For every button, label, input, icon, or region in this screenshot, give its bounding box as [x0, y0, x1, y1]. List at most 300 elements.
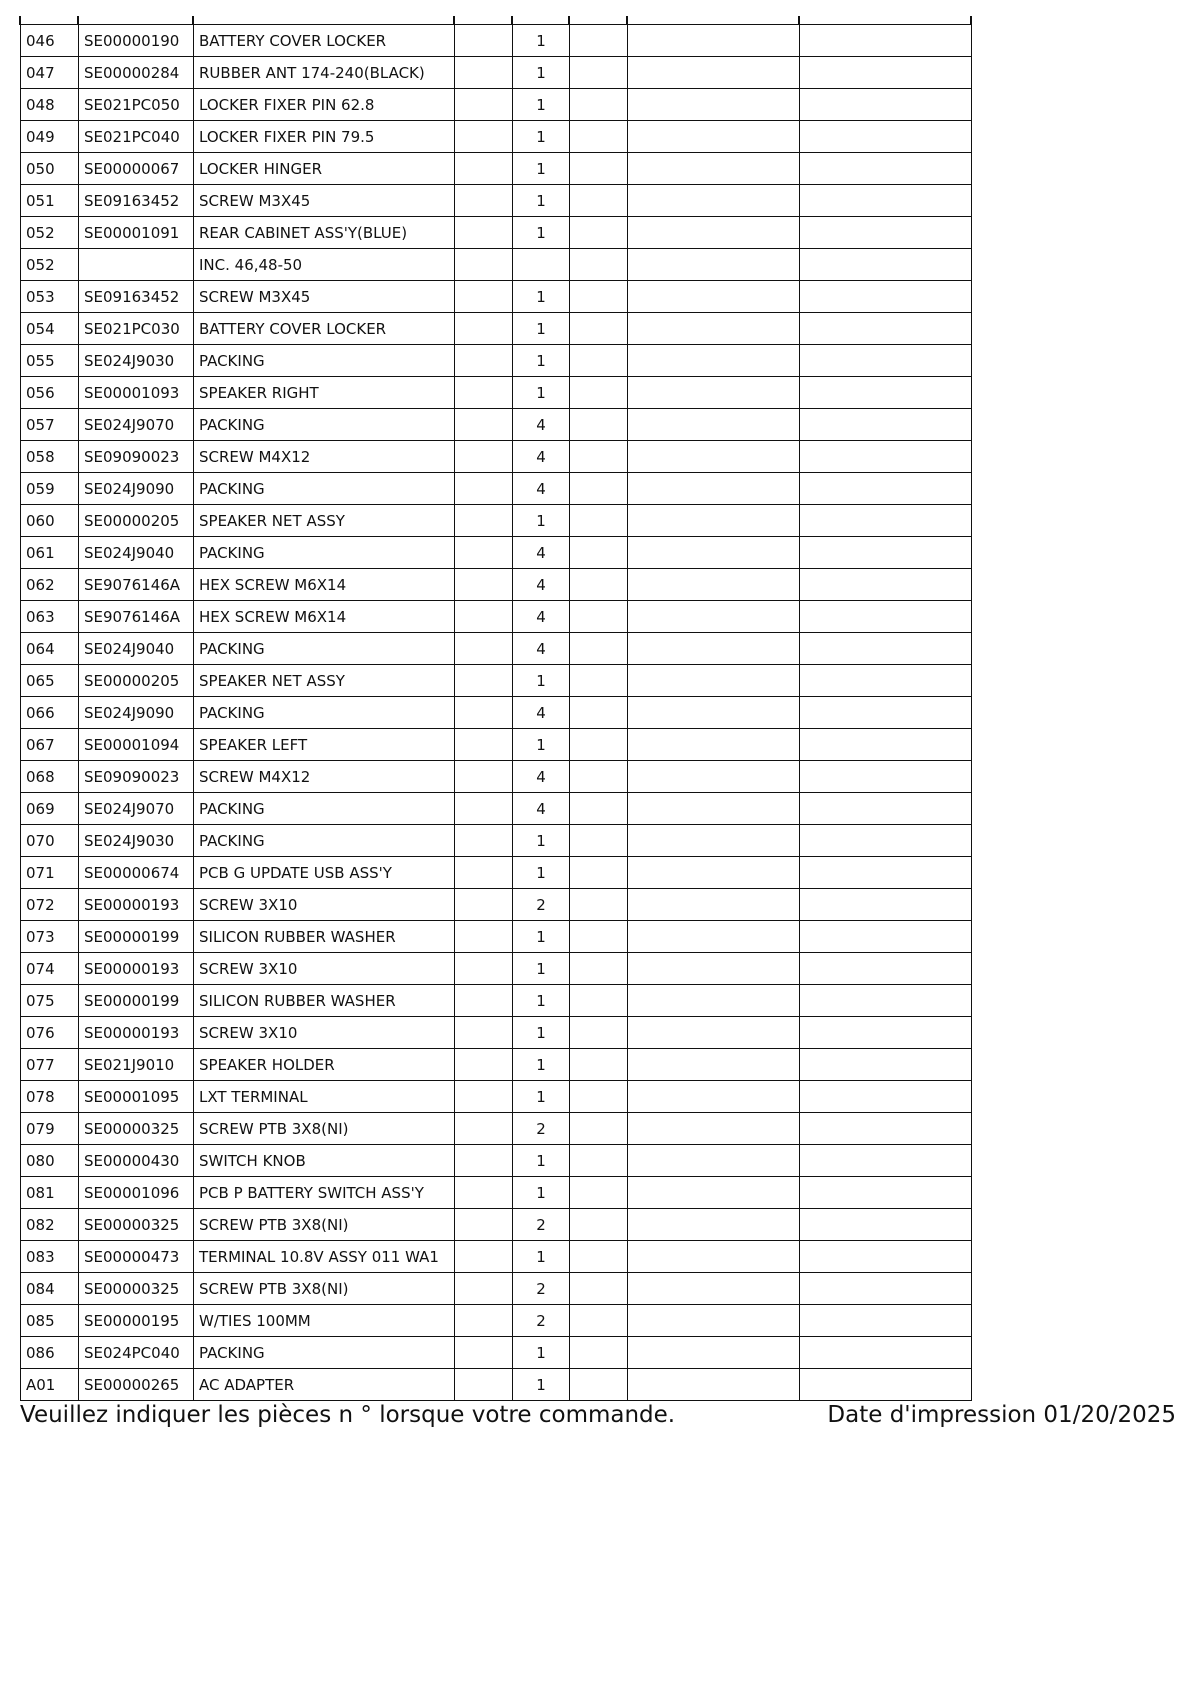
empty-cell: [570, 729, 628, 761]
quantity-cell: [513, 249, 570, 281]
empty-cell: [455, 1145, 513, 1177]
item-number-cell: 073: [21, 921, 79, 953]
quantity-cell: 2: [513, 1273, 570, 1305]
part-number-cell: SE021PC030: [79, 313, 194, 345]
empty-cell: [628, 1177, 800, 1209]
empty-cell: [455, 633, 513, 665]
empty-cell: [455, 153, 513, 185]
empty-cell: [628, 377, 800, 409]
part-number-cell: SE00000473: [79, 1241, 194, 1273]
empty-cell: [800, 345, 972, 377]
item-number-cell: 064: [21, 633, 79, 665]
parts-list-table: [20, 24, 972, 1401]
empty-cell: [570, 537, 628, 569]
empty-cell: [800, 1113, 972, 1145]
item-number-cell: 061: [21, 537, 79, 569]
empty-cell: [628, 217, 800, 249]
table-row: [21, 249, 972, 281]
table-row: [21, 665, 972, 697]
empty-cell: [628, 281, 800, 313]
empty-cell: [570, 601, 628, 633]
quantity-cell: 1: [513, 985, 570, 1017]
empty-cell: [800, 1241, 972, 1273]
quantity-cell: 2: [513, 889, 570, 921]
table-row: [21, 1049, 972, 1081]
part-number-cell: SE024PC040: [79, 1337, 194, 1369]
table-row: [21, 537, 972, 569]
empty-cell: [570, 377, 628, 409]
empty-cell: [455, 537, 513, 569]
part-number-cell: SE00000205: [79, 665, 194, 697]
empty-cell: [628, 1081, 800, 1113]
table-row: [21, 409, 972, 441]
empty-cell: [570, 985, 628, 1017]
table-row: [21, 217, 972, 249]
part-number-cell: SE9076146A: [79, 601, 194, 633]
empty-cell: [628, 505, 800, 537]
empty-cell: [800, 1305, 972, 1337]
empty-cell: [628, 633, 800, 665]
part-number-cell: SE00000195: [79, 1305, 194, 1337]
part-number-cell: SE024J9070: [79, 409, 194, 441]
empty-cell: [570, 1209, 628, 1241]
empty-cell: [628, 121, 800, 153]
empty-cell: [455, 217, 513, 249]
order-instruction-note: Veuillez indiquer les pièces n ° lorsque votre commande.: [20, 1402, 676, 1428]
table-row: [21, 601, 972, 633]
empty-cell: [800, 89, 972, 121]
empty-cell: [800, 1369, 972, 1401]
table-row: [21, 1273, 972, 1305]
description-cell: PACKING: [194, 825, 455, 857]
empty-cell: [628, 889, 800, 921]
empty-cell: [570, 665, 628, 697]
description-cell: SWITCH KNOB: [194, 1145, 455, 1177]
description-cell: PACKING: [194, 473, 455, 505]
empty-cell: [628, 1017, 800, 1049]
item-number-cell: 068: [21, 761, 79, 793]
table-row: [21, 857, 972, 889]
empty-cell: [455, 697, 513, 729]
empty-cell: [628, 25, 800, 57]
empty-cell: [628, 601, 800, 633]
item-number-cell: 069: [21, 793, 79, 825]
description-cell: SPEAKER RIGHT: [194, 377, 455, 409]
empty-cell: [628, 473, 800, 505]
empty-cell: [570, 281, 628, 313]
part-number-cell: SE00000205: [79, 505, 194, 537]
quantity-cell: 1: [513, 313, 570, 345]
empty-cell: [570, 153, 628, 185]
part-number-cell: SE024J9040: [79, 537, 194, 569]
empty-cell: [570, 1017, 628, 1049]
item-number-cell: 084: [21, 1273, 79, 1305]
empty-cell: [800, 1273, 972, 1305]
empty-cell: [455, 1369, 513, 1401]
quantity-cell: 4: [513, 793, 570, 825]
table-row: [21, 569, 972, 601]
table-row: [21, 1337, 972, 1369]
part-number-cell: SE024J9070: [79, 793, 194, 825]
description-cell: REAR CABINET ASS'Y(BLUE): [194, 217, 455, 249]
table-row: [21, 313, 972, 345]
table-row: [21, 473, 972, 505]
empty-cell: [455, 921, 513, 953]
part-number-cell: SE024J9030: [79, 345, 194, 377]
description-cell: SCREW M3X45: [194, 185, 455, 217]
description-cell: PACKING: [194, 409, 455, 441]
quantity-cell: 1: [513, 665, 570, 697]
empty-cell: [570, 921, 628, 953]
empty-cell: [570, 633, 628, 665]
empty-cell: [628, 921, 800, 953]
empty-cell: [628, 857, 800, 889]
description-cell: W/TIES 100MM: [194, 1305, 455, 1337]
empty-cell: [800, 921, 972, 953]
table-row: [21, 729, 972, 761]
empty-cell: [570, 1273, 628, 1305]
item-number-cell: 083: [21, 1241, 79, 1273]
part-number-cell: SE09163452: [79, 185, 194, 217]
description-cell: BATTERY COVER LOCKER: [194, 313, 455, 345]
table-row: [21, 281, 972, 313]
empty-cell: [455, 1209, 513, 1241]
empty-cell: [800, 1337, 972, 1369]
item-number-cell: 086: [21, 1337, 79, 1369]
quantity-cell: 4: [513, 601, 570, 633]
empty-cell: [800, 25, 972, 57]
description-cell: HEX SCREW M6X14: [194, 601, 455, 633]
empty-cell: [455, 1337, 513, 1369]
item-number-cell: 067: [21, 729, 79, 761]
quantity-cell: 1: [513, 121, 570, 153]
empty-cell: [455, 473, 513, 505]
empty-cell: [800, 1177, 972, 1209]
empty-cell: [570, 345, 628, 377]
empty-cell: [455, 313, 513, 345]
empty-cell: [455, 1241, 513, 1273]
description-cell: SILICON RUBBER WASHER: [194, 985, 455, 1017]
table-row: [21, 793, 972, 825]
empty-cell: [455, 793, 513, 825]
description-cell: LOCKER HINGER: [194, 153, 455, 185]
empty-cell: [455, 1177, 513, 1209]
description-cell: PACKING: [194, 697, 455, 729]
table-row: [21, 1113, 972, 1145]
part-number-cell: SE00001095: [79, 1081, 194, 1113]
empty-cell: [455, 505, 513, 537]
table-row: [21, 153, 972, 185]
empty-cell: [800, 185, 972, 217]
part-number-cell: SE00000190: [79, 25, 194, 57]
part-number-cell: SE00000193: [79, 953, 194, 985]
empty-cell: [628, 569, 800, 601]
empty-cell: [628, 249, 800, 281]
table-row: [21, 377, 972, 409]
quantity-cell: 1: [513, 1049, 570, 1081]
empty-cell: [570, 121, 628, 153]
empty-cell: [455, 601, 513, 633]
empty-cell: [455, 89, 513, 121]
table-row: [21, 1081, 972, 1113]
description-cell: PACKING: [194, 345, 455, 377]
description-cell: SCREW PTB 3X8(NI): [194, 1209, 455, 1241]
quantity-cell: 1: [513, 217, 570, 249]
empty-cell: [628, 985, 800, 1017]
item-number-cell: 053: [21, 281, 79, 313]
item-number-cell: 056: [21, 377, 79, 409]
empty-cell: [455, 1017, 513, 1049]
empty-cell: [800, 569, 972, 601]
part-number-cell: SE024J9040: [79, 633, 194, 665]
empty-cell: [800, 409, 972, 441]
quantity-cell: 1: [513, 281, 570, 313]
empty-cell: [800, 313, 972, 345]
description-cell: TERMINAL 10.8V ASSY 011 WA1: [194, 1241, 455, 1273]
empty-cell: [628, 89, 800, 121]
item-number-cell: 062: [21, 569, 79, 601]
empty-cell: [628, 1049, 800, 1081]
quantity-cell: 4: [513, 473, 570, 505]
description-cell: SPEAKER NET ASSY: [194, 665, 455, 697]
description-cell: PACKING: [194, 1337, 455, 1369]
quantity-cell: 1: [513, 921, 570, 953]
description-cell: PCB P BATTERY SWITCH ASS'Y: [194, 1177, 455, 1209]
empty-cell: [570, 1081, 628, 1113]
empty-cell: [800, 441, 972, 473]
empty-cell: [628, 1337, 800, 1369]
item-number-cell: 070: [21, 825, 79, 857]
table-row: [21, 121, 972, 153]
empty-cell: [570, 25, 628, 57]
item-number-cell: 052: [21, 217, 79, 249]
empty-cell: [628, 345, 800, 377]
empty-cell: [800, 729, 972, 761]
table-row: [21, 89, 972, 121]
table-row: [21, 761, 972, 793]
quantity-cell: 4: [513, 441, 570, 473]
table-row: [21, 1177, 972, 1209]
description-cell: INC. 46,48-50: [194, 249, 455, 281]
empty-cell: [628, 1209, 800, 1241]
description-cell: LOCKER FIXER PIN 79.5: [194, 121, 455, 153]
table-row: [21, 1145, 972, 1177]
part-number-cell: SE00000325: [79, 1273, 194, 1305]
empty-cell: [628, 793, 800, 825]
empty-cell: [455, 25, 513, 57]
empty-cell: [628, 665, 800, 697]
empty-cell: [800, 857, 972, 889]
description-cell: SCREW PTB 3X8(NI): [194, 1273, 455, 1305]
description-cell: RUBBER ANT 174-240(BLACK): [194, 57, 455, 89]
empty-cell: [570, 505, 628, 537]
empty-cell: [570, 697, 628, 729]
empty-cell: [455, 57, 513, 89]
description-cell: HEX SCREW M6X14: [194, 569, 455, 601]
part-number-cell: SE00001096: [79, 1177, 194, 1209]
empty-cell: [455, 121, 513, 153]
item-number-cell: 057: [21, 409, 79, 441]
empty-cell: [455, 825, 513, 857]
item-number-cell: 080: [21, 1145, 79, 1177]
empty-cell: [800, 281, 972, 313]
table-row: [21, 921, 972, 953]
empty-cell: [628, 57, 800, 89]
quantity-cell: 4: [513, 409, 570, 441]
quantity-cell: 1: [513, 1177, 570, 1209]
empty-cell: [628, 1305, 800, 1337]
empty-cell: [570, 249, 628, 281]
table-row: [21, 825, 972, 857]
empty-cell: [570, 313, 628, 345]
quantity-cell: 1: [513, 729, 570, 761]
empty-cell: [455, 281, 513, 313]
description-cell: LOCKER FIXER PIN 62.8: [194, 89, 455, 121]
empty-cell: [455, 409, 513, 441]
print-date: Date d'impression 01/20/2025: [827, 1402, 1176, 1428]
item-number-cell: 051: [21, 185, 79, 217]
empty-cell: [455, 185, 513, 217]
description-cell: PACKING: [194, 537, 455, 569]
empty-cell: [570, 1305, 628, 1337]
item-number-cell: 082: [21, 1209, 79, 1241]
empty-cell: [570, 857, 628, 889]
table-row: [21, 889, 972, 921]
item-number-cell: 059: [21, 473, 79, 505]
empty-cell: [800, 377, 972, 409]
table-row: [21, 185, 972, 217]
empty-cell: [800, 473, 972, 505]
quantity-cell: 4: [513, 633, 570, 665]
empty-cell: [800, 217, 972, 249]
table-row: [21, 985, 972, 1017]
table-row: [21, 1209, 972, 1241]
part-number-cell: SE024J9090: [79, 697, 194, 729]
item-number-cell: 050: [21, 153, 79, 185]
part-number-cell: SE00000199: [79, 921, 194, 953]
item-number-cell: 085: [21, 1305, 79, 1337]
description-cell: SPEAKER NET ASSY: [194, 505, 455, 537]
empty-cell: [628, 185, 800, 217]
quantity-cell: 1: [513, 1017, 570, 1049]
empty-cell: [628, 761, 800, 793]
part-number-cell: SE021PC040: [79, 121, 194, 153]
empty-cell: [628, 953, 800, 985]
part-number-cell: SE00000325: [79, 1209, 194, 1241]
empty-cell: [628, 825, 800, 857]
empty-cell: [455, 761, 513, 793]
quantity-cell: 2: [513, 1113, 570, 1145]
part-number-cell: SE09090023: [79, 761, 194, 793]
empty-cell: [455, 985, 513, 1017]
item-number-cell: 072: [21, 889, 79, 921]
part-number-cell: SE09163452: [79, 281, 194, 313]
empty-cell: [455, 953, 513, 985]
empty-cell: [455, 1081, 513, 1113]
table-row: [21, 57, 972, 89]
description-cell: SCREW 3X10: [194, 953, 455, 985]
empty-cell: [455, 345, 513, 377]
empty-cell: [455, 1273, 513, 1305]
quantity-cell: 1: [513, 857, 570, 889]
part-number-cell: SE00000674: [79, 857, 194, 889]
quantity-cell: 1: [513, 1145, 570, 1177]
part-number-cell: SE09090023: [79, 441, 194, 473]
part-number-cell: SE00000325: [79, 1113, 194, 1145]
empty-cell: [800, 249, 972, 281]
empty-cell: [570, 1241, 628, 1273]
description-cell: SCREW M3X45: [194, 281, 455, 313]
empty-cell: [570, 409, 628, 441]
item-number-cell: 065: [21, 665, 79, 697]
table-row: [21, 1369, 972, 1401]
item-number-cell: 077: [21, 1049, 79, 1081]
quantity-cell: 2: [513, 1305, 570, 1337]
description-cell: SCREW 3X10: [194, 889, 455, 921]
description-cell: SCREW PTB 3X8(NI): [194, 1113, 455, 1145]
part-number-cell: SE00000284: [79, 57, 194, 89]
empty-cell: [800, 825, 972, 857]
description-cell: SCREW 3X10: [194, 1017, 455, 1049]
part-number-cell: SE00000193: [79, 1017, 194, 1049]
empty-cell: [800, 601, 972, 633]
empty-cell: [628, 1273, 800, 1305]
quantity-cell: 1: [513, 185, 570, 217]
quantity-cell: 1: [513, 25, 570, 57]
empty-cell: [570, 89, 628, 121]
empty-cell: [628, 729, 800, 761]
item-number-cell: 079: [21, 1113, 79, 1145]
empty-cell: [800, 761, 972, 793]
part-number-cell: SE00000430: [79, 1145, 194, 1177]
item-number-cell: 074: [21, 953, 79, 985]
empty-cell: [455, 377, 513, 409]
part-number-cell: SE00001093: [79, 377, 194, 409]
table-row: [21, 345, 972, 377]
item-number-cell: 052: [21, 249, 79, 281]
empty-cell: [628, 537, 800, 569]
empty-cell: [455, 665, 513, 697]
quantity-cell: 4: [513, 569, 570, 601]
empty-cell: [570, 825, 628, 857]
description-cell: BATTERY COVER LOCKER: [194, 25, 455, 57]
description-cell: SPEAKER HOLDER: [194, 1049, 455, 1081]
quantity-cell: 1: [513, 1337, 570, 1369]
item-number-cell: 060: [21, 505, 79, 537]
part-number-cell: [79, 249, 194, 281]
quantity-cell: 2: [513, 1209, 570, 1241]
empty-cell: [570, 57, 628, 89]
empty-cell: [455, 249, 513, 281]
quantity-cell: 4: [513, 697, 570, 729]
description-cell: SCREW M4X12: [194, 441, 455, 473]
quantity-cell: 4: [513, 537, 570, 569]
empty-cell: [455, 1305, 513, 1337]
description-cell: AC ADAPTER: [194, 1369, 455, 1401]
item-number-cell: 063: [21, 601, 79, 633]
table-row: [21, 441, 972, 473]
item-number-cell: 071: [21, 857, 79, 889]
empty-cell: [800, 793, 972, 825]
empty-cell: [800, 505, 972, 537]
empty-cell: [628, 1241, 800, 1273]
empty-cell: [570, 185, 628, 217]
empty-cell: [800, 1145, 972, 1177]
empty-cell: [570, 889, 628, 921]
quantity-cell: 1: [513, 377, 570, 409]
empty-cell: [455, 441, 513, 473]
table-row: [21, 1241, 972, 1273]
